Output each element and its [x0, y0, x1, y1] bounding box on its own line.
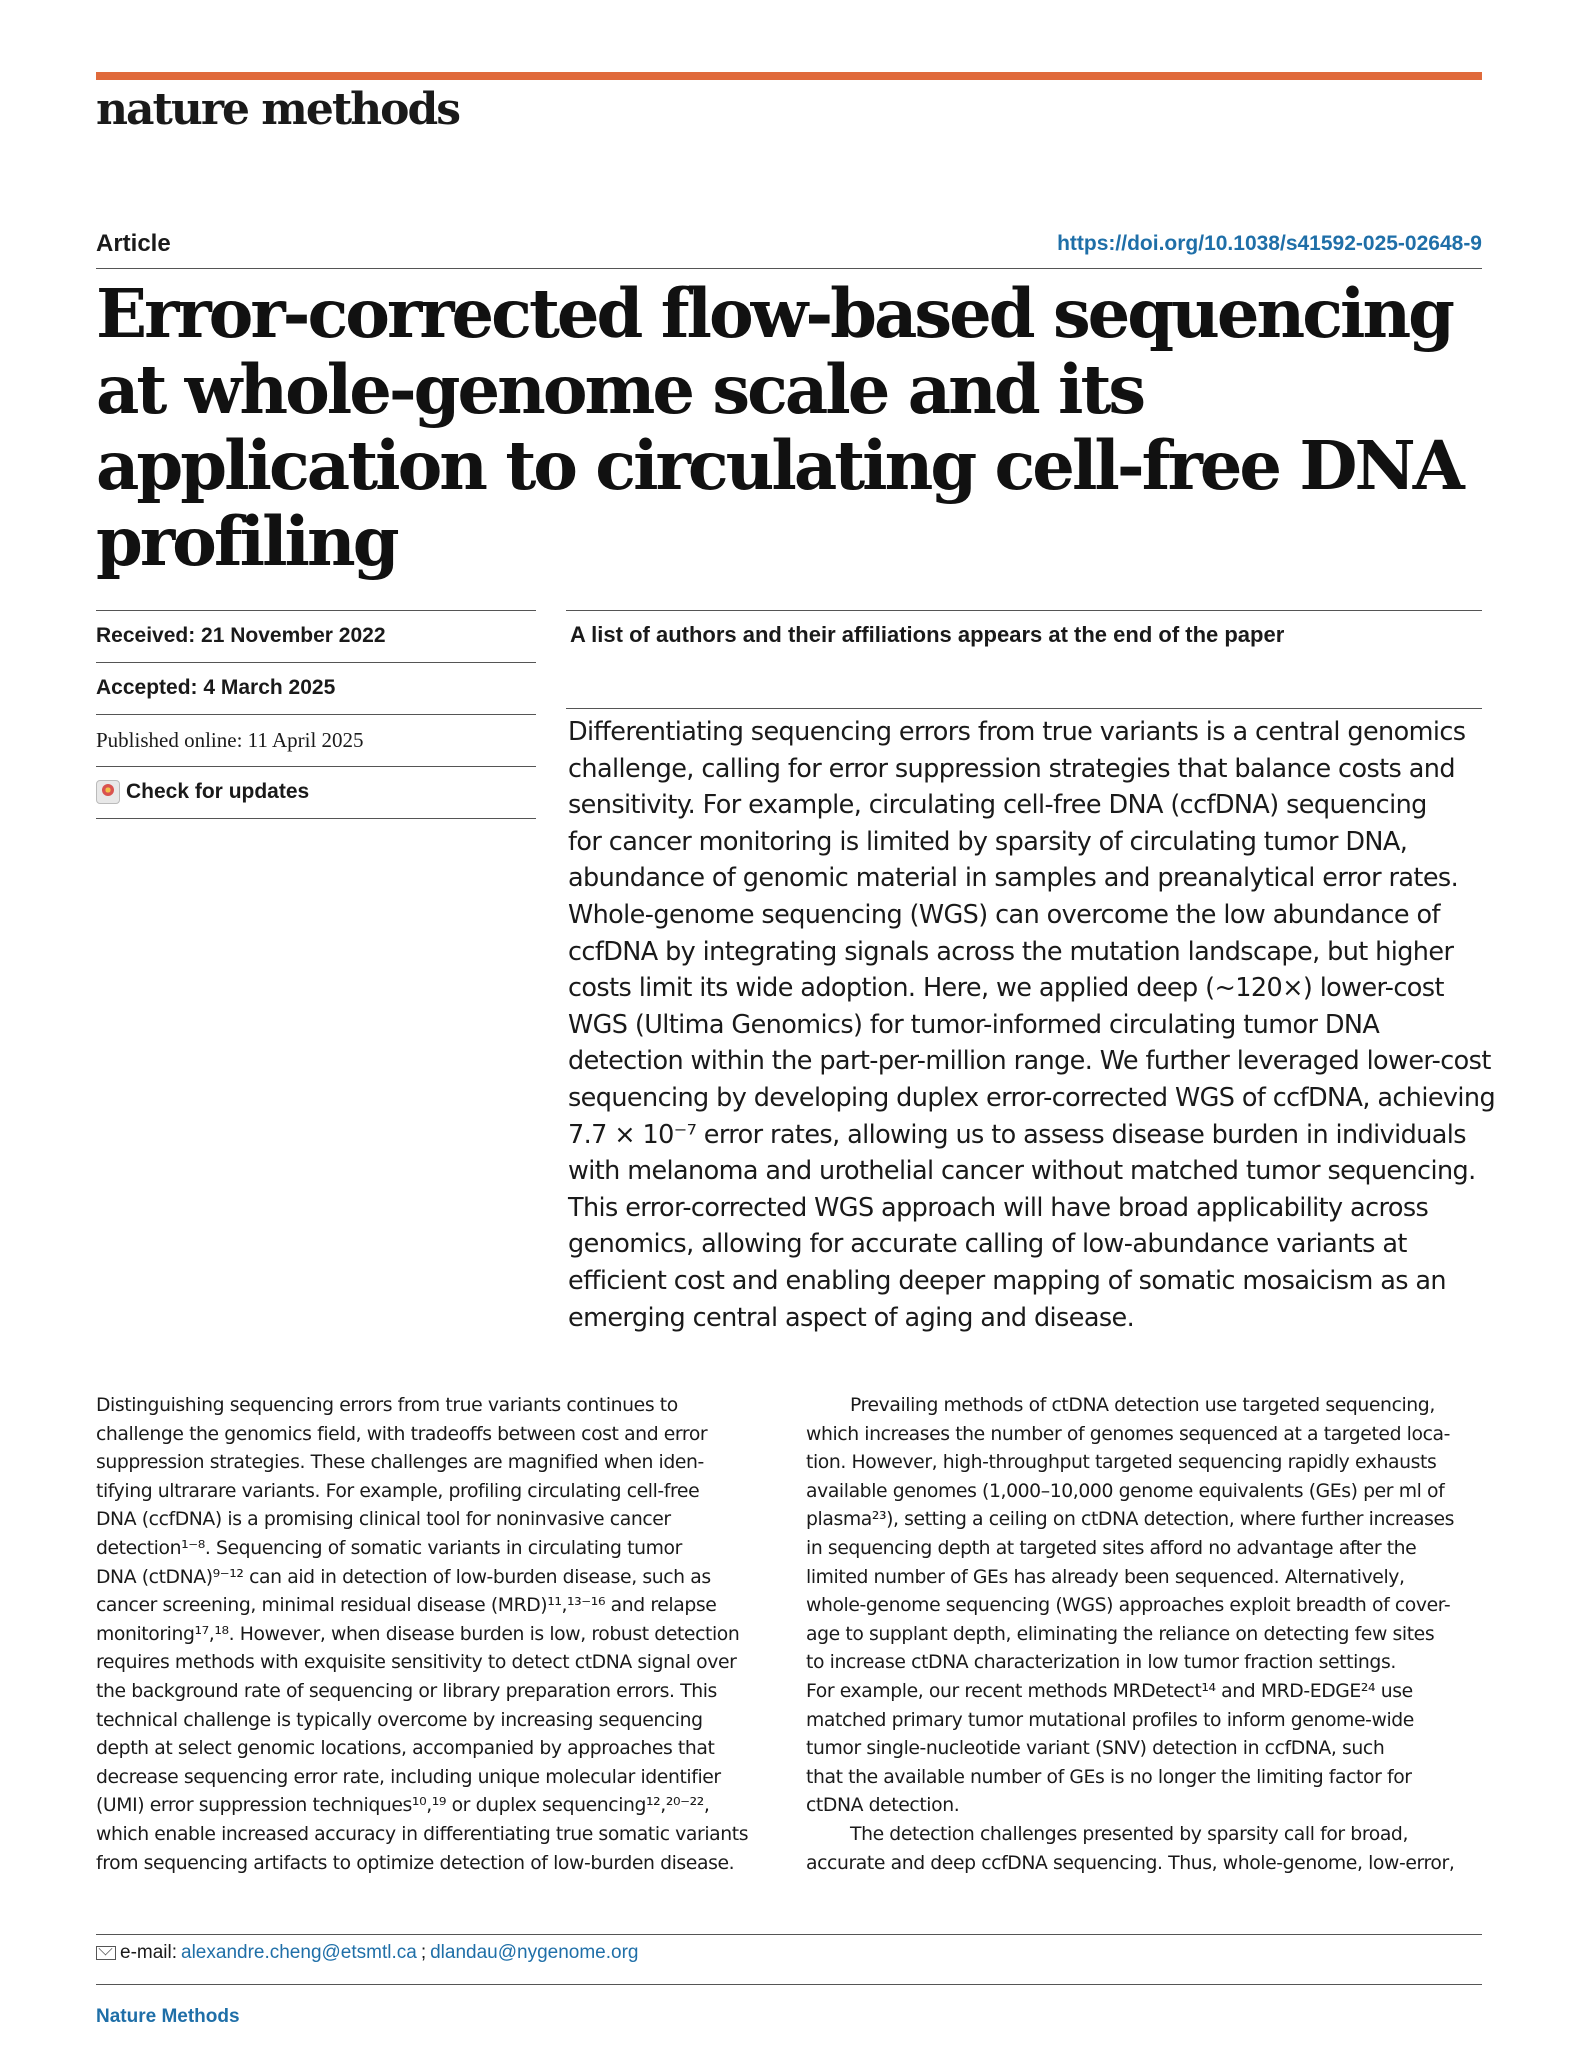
body-column-left	[96, 1392, 778, 1878]
email-label: e-mail:	[120, 1942, 178, 1963]
body-line: whole-genome sequencing (WGS) approaches exploit breadth of cover-	[806, 1595, 1451, 1617]
abstract-line: sensitivity. For example, circulating cell-free DNA (ccfDNA) sequencing	[568, 790, 1427, 821]
header-accent-bar	[96, 72, 1482, 80]
abstract-line: costs limit its wide adoption. Here, we applied deep (~120×) lower-cost	[568, 973, 1444, 1004]
abstract	[568, 714, 1498, 1336]
body-line: ctDNA detection.	[806, 1795, 960, 1817]
article-title: Error-corrected flow-based sequencing at whole-genome scale and its application to circulating cell-free DNA profiling	[96, 274, 1462, 581]
body-line: to increase ctDNA characterization in low tumor fraction settings.	[806, 1652, 1396, 1674]
email-separator: ;	[420, 1942, 427, 1963]
body-line: cancer screening, minimal residual disease (MRD)¹¹,¹³⁻¹⁶ and relapse	[96, 1595, 717, 1617]
check-for-updates-label: Check for updates	[126, 780, 310, 803]
abstract-line: sequencing by developing duplex error-corrected WGS of ccfDNA, achieving	[568, 1082, 1496, 1113]
body-line: which increases the number of genomes sequenced at a targeted loca-	[806, 1423, 1450, 1445]
body-line: requires methods with exquisite sensitivity to detect ctDNA signal over	[96, 1652, 737, 1674]
body-line: technical challenge is typically overcome by increasing sequencing	[96, 1709, 703, 1731]
body-line: Distinguishing sequencing errors from true variants continues to	[96, 1395, 678, 1416]
body-line: challenge the genomics field, with tradeoffs between cost and error	[96, 1423, 708, 1445]
body-line: DNA (ccfDNA) is a promising clinical tool for noninvasive cancer	[96, 1509, 671, 1531]
abstract-line: emerging central aspect of aging and disease.	[568, 1302, 1135, 1333]
body-line: which enable increased accuracy in differentiating true somatic variants	[96, 1823, 749, 1845]
envelope-icon	[96, 1946, 116, 1960]
abstract-line: with melanoma and urothelial cancer without matched tumor sequencing.	[568, 1156, 1476, 1187]
published-date: Published online: 11 April 2025	[96, 728, 364, 752]
email-link-1[interactable]: alexandre.cheng@etsmtl.ca	[181, 1942, 417, 1963]
body-line: tion. However, high-throughput targeted sequencing rapidly exhausts	[806, 1452, 1437, 1474]
body-line: (UMI) error suppression techniques¹⁰,¹⁹ or duplex sequencing¹²,²⁰⁻²²,	[96, 1795, 710, 1817]
abstract-line: WGS (Ultima Genomics) for tumor-informed circulating tumor DNA	[568, 1009, 1380, 1040]
abstract-line: genomics, allowing for accurate calling of low-abundance variants at	[568, 1229, 1407, 1260]
body-line: detection¹⁻⁸. Sequencing of somatic variants in circulating tumor	[96, 1537, 682, 1559]
body-line: depth at select genomic locations, accompanied by approaches that	[96, 1738, 715, 1760]
footer-divider	[96, 1984, 1482, 1985]
authors-divider	[566, 610, 1482, 611]
body-line: monitoring¹⁷,¹⁸. However, when disease burden is low, robust detection	[96, 1623, 740, 1645]
body-line: that the available number of GEs is no longer the limiting factor for	[806, 1766, 1412, 1788]
footer-divider	[96, 1934, 1482, 1935]
body-line: matched primary tumor mutational profiles to inform genome-wide	[806, 1709, 1414, 1731]
body-line: the background rate of sequencing or library preparation errors. This	[96, 1680, 717, 1702]
abstract-line: ccfDNA by integrating signals across the mutation landscape, but higher	[568, 936, 1454, 967]
abstract-line: challenge, calling for error suppression strategies that balance costs and	[568, 753, 1455, 784]
abstract-line: Differentiating sequencing errors from true variants is a central genomics	[568, 717, 1466, 747]
check-for-updates-button[interactable]	[96, 780, 309, 804]
body-line: DNA (ctDNA)⁹⁻¹² can aid in detection of low-burden disease, such as	[96, 1566, 711, 1588]
body-line: limited number of GEs has already been sequenced. Alternatively,	[806, 1566, 1405, 1588]
check-for-updates-icon	[96, 780, 120, 804]
article-type-label: Article	[96, 230, 171, 257]
abstract-line: This error-corrected WGS approach will have broad applicability across	[568, 1192, 1429, 1223]
abstract-line: 7.7 × 10⁻⁷ error rates, allowing us to assess disease burden in individuals	[568, 1119, 1466, 1150]
body-line: age to supplant depth, eliminating the reliance on detecting few sites	[806, 1623, 1435, 1645]
sidebar-divider	[96, 610, 536, 611]
abstract-line: efficient cost and enabling deeper mapping of somatic mosaicism as an	[568, 1265, 1446, 1296]
body-line: suppression strategies. These challenges are magnified when iden-	[96, 1452, 704, 1474]
sidebar-divider	[96, 714, 536, 715]
sidebar-divider	[96, 662, 536, 663]
body-line: The detection challenges presented by sparsity call for broad,	[850, 1823, 1409, 1845]
sidebar-divider	[96, 766, 536, 767]
body-line: from sequencing artifacts to optimize detection of low-burden disease.	[96, 1852, 735, 1874]
abstract-divider	[566, 708, 1482, 709]
body-line: For example, our recent methods MRDetect¹⁴ and MRD-EDGE²⁴ use	[806, 1680, 1413, 1702]
received-date: Received: 21 November 2022	[96, 624, 386, 647]
header-divider	[96, 268, 1482, 269]
body-line: plasma²³), setting a ceiling on ctDNA detection, where further increases	[806, 1509, 1455, 1531]
body-line: accurate and deep ccfDNA sequencing. Thus, whole-genome, low-error,	[806, 1852, 1455, 1874]
body-column-right	[806, 1392, 1488, 1878]
body-line: tumor single-nucleotide variant (SNV) detection in ccfDNA, such	[806, 1738, 1385, 1760]
correspondence-email	[96, 1942, 639, 1964]
body-line: available genomes (1,000–10,000 genome equivalents (GEs) per ml of	[806, 1480, 1445, 1502]
sidebar-divider	[96, 818, 536, 819]
journal-logo: nature methods	[96, 84, 460, 135]
body-line: tifying ultrarare variants. For example, profiling circulating cell-free	[96, 1480, 700, 1502]
abstract-line: detection within the part-per-million range. We further leveraged lower-cost	[568, 1046, 1491, 1077]
email-link-2[interactable]: dlandau@nygenome.org	[430, 1942, 639, 1963]
abstract-line: Whole-genome sequencing (WGS) can overcome the low abundance of	[568, 899, 1440, 930]
body-line: in sequencing depth at targeted sites afford no advantage after the	[806, 1537, 1417, 1559]
abstract-line: for cancer monitoring is limited by sparsity of circulating tumor DNA,	[568, 826, 1408, 857]
body-line: Prevailing methods of ctDNA detection use targeted sequencing,	[850, 1395, 1435, 1416]
authors-note: A list of authors and their affiliations appears at the end of the paper	[570, 622, 1285, 647]
doi-link[interactable]: https://doi.org/10.1038/s41592-025-02648-9	[1057, 232, 1482, 255]
body-line: decrease sequencing error rate, including unique molecular identifier	[96, 1766, 721, 1788]
footer-journal-name: Nature Methods	[96, 2006, 240, 2027]
accepted-date: Accepted: 4 March 2025	[96, 676, 336, 699]
abstract-line: abundance of genomic material in samples and preanalytical error rates.	[568, 863, 1459, 894]
